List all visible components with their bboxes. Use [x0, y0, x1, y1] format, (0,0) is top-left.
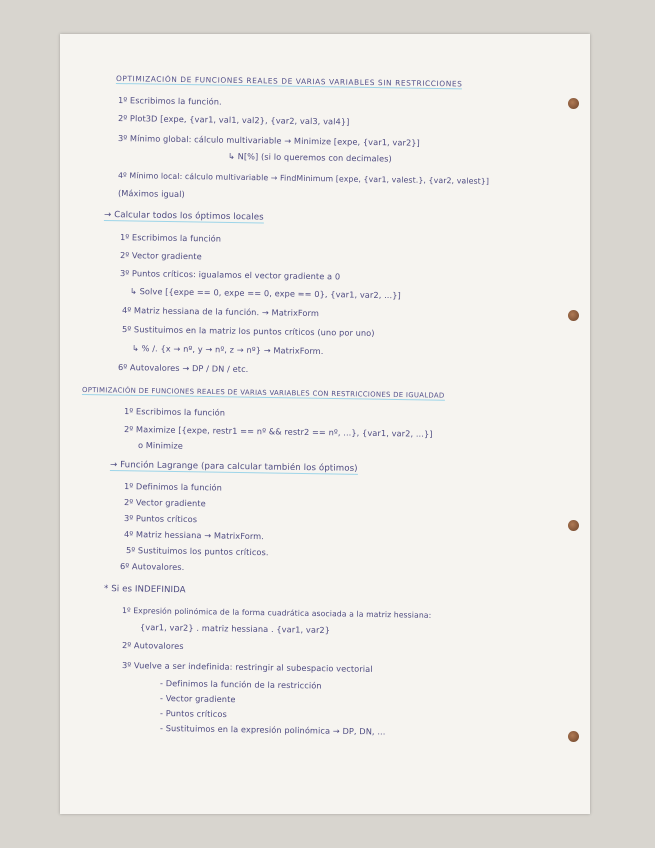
step-line: - Puntos críticos	[159, 708, 227, 720]
binder-hole	[568, 98, 579, 109]
binder-hole	[568, 520, 579, 531]
step-line: o Minimize	[137, 440, 184, 451]
step-line: 3º Puntos críticos: igualamos el vector gradiente a 0	[119, 268, 341, 282]
step-line: {var1, var2} . matriz hessiana . {var1, var2}	[139, 622, 331, 635]
section-title: → Calcular todos los óptimos locales	[103, 210, 264, 223]
step-line: - Vector gradiente	[159, 693, 236, 705]
step-line: 1º Escribimos la función	[123, 406, 226, 418]
step-line: 6º Autovalores → DP / DN / etc.	[117, 362, 249, 375]
step-line: 2º Autovalores	[121, 640, 184, 651]
binder-hole	[568, 731, 579, 742]
step-line: 4º Matriz hessiana de la función. → MatrixForm	[121, 305, 320, 319]
step-line: 2º Vector gradiente	[119, 250, 202, 262]
notebook-page	[60, 34, 590, 814]
step-line: 5º Sustituimos en la matriz los puntos críticos (uno por uno)	[121, 324, 375, 338]
step-line: 2º Maximize [{expe, restr1 == nº && restr2 == nº, ...}, {var1, var2, ...}]	[123, 424, 433, 439]
step-line: - Sustituimos en la expresión polinómica → DP, DN, ...	[159, 723, 386, 737]
step-line: 4º Matriz hessiana → MatrixForm.	[123, 529, 265, 542]
step-line: 4º Mínimo local: cálculo multivariable → FindMinimum [expe, {var1, valest.}, {var2, valest}]	[117, 171, 490, 186]
step-line: ↳ Solve [{expe == 0, expe == 0, expe == 0}, {var1, var2, ...}]	[129, 286, 401, 301]
step-line: 1º Definimos la función	[123, 481, 222, 493]
step-line: 2º Plot3D [expe, {var1, val1, val2}, {var2, val3, val4}]	[117, 113, 350, 127]
step-line: (Máximos igual)	[117, 188, 185, 200]
step-line: 3º Puntos críticos	[123, 513, 198, 525]
step-line: 2º Vector gradiente	[123, 497, 206, 509]
section-title: → Función Lagrange (para calcular también los óptimos)	[109, 460, 358, 474]
section-title: OPTIMIZACIÓN DE FUNCIONES REALES DE VARIAS VARIABLES CON RESTRICCIONES DE IGUALDAD	[81, 386, 445, 400]
step-line: 1º Expresión polinómica de la forma cuadrática asociada a la matriz hessiana:	[121, 606, 432, 620]
step-line: 5º Sustituimos los puntos críticos.	[125, 545, 269, 558]
step-line: 3º Mínimo global: cálculo multivariable → Minimize [expe, {var1, var2}]	[117, 133, 420, 148]
section-title: * Si es INDEFINIDA	[103, 584, 186, 596]
step-line: ↳ N[%] (si lo queremos con decimales)	[227, 151, 392, 164]
section-title: OPTIMIZACIÓN DE FUNCIONES REALES DE VARIAS VARIABLES SIN RESTRICCIONES	[115, 74, 463, 89]
step-line: ↳ % /. {x → nº, y → nº, z → nº} → MatrixForm.	[131, 343, 324, 357]
step-line: 3º Vuelve a ser indefinida: restringir al subespacio vectorial	[121, 660, 373, 674]
binder-hole	[568, 310, 579, 321]
step-line: - Definimos la función de la restricción	[159, 678, 322, 691]
step-line: 1º Escribimos la función	[119, 232, 222, 244]
step-line: 6º Autovalores.	[119, 561, 185, 573]
step-line: 1º Escribimos la función.	[117, 95, 222, 107]
